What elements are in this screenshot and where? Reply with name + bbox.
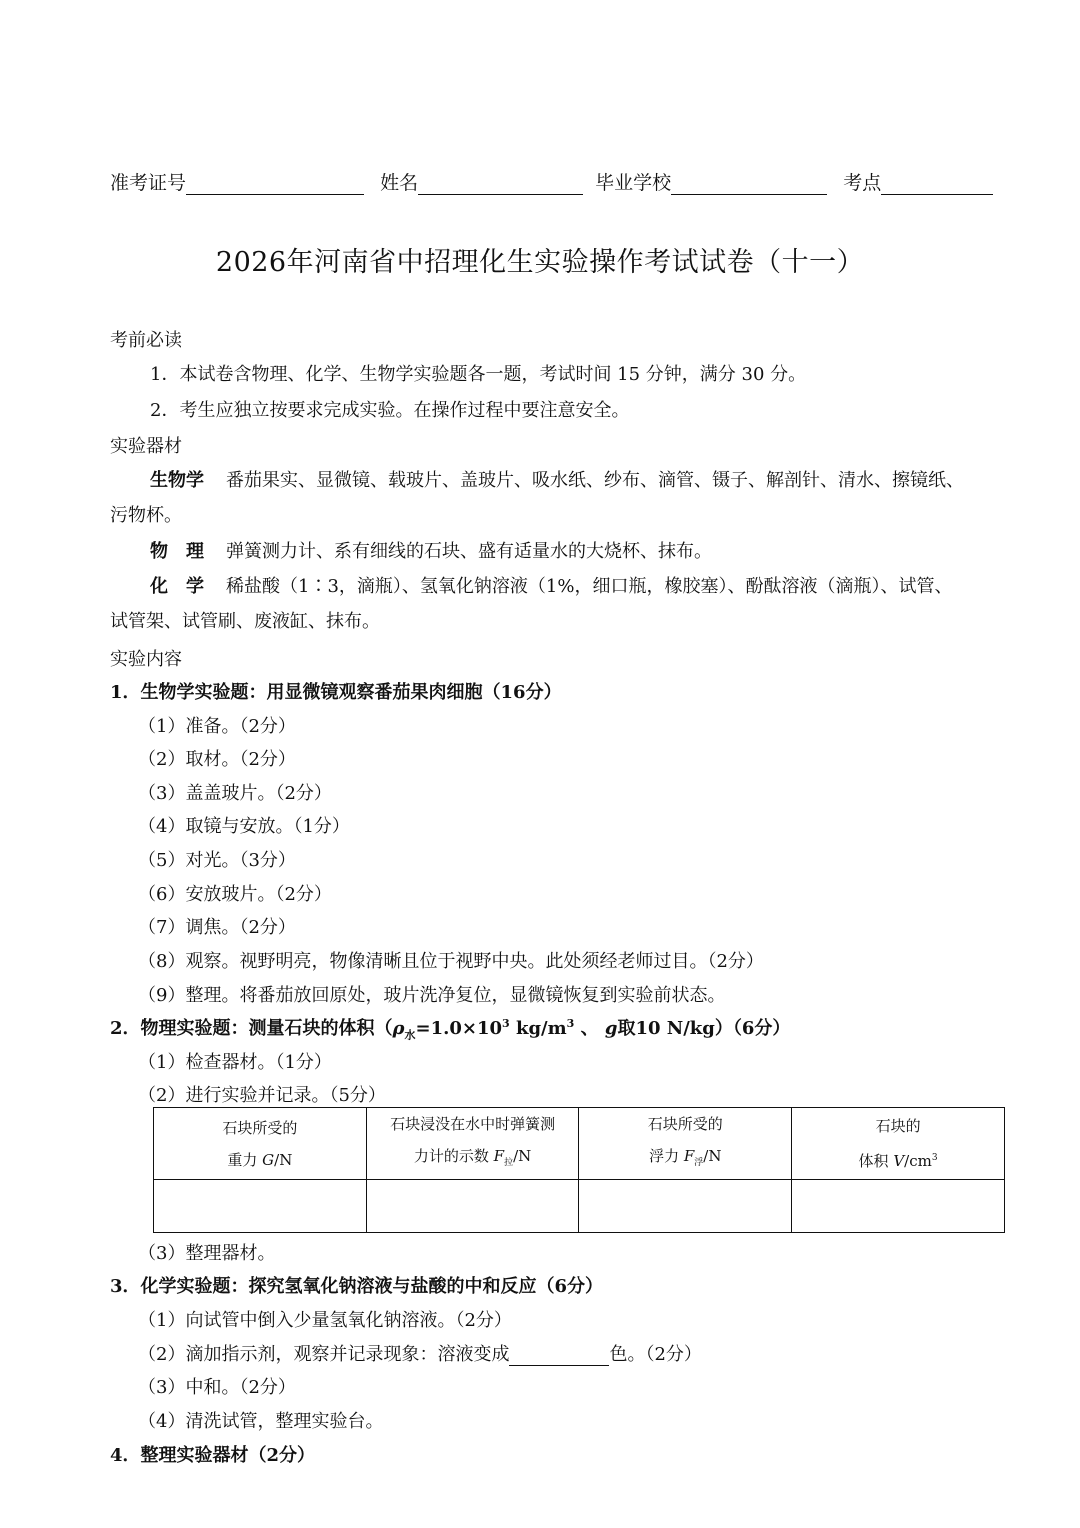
q2-step: （2）进行实验并记录。（5分） <box>138 1085 386 1106</box>
header-line: 石块所受的 <box>647 1115 723 1133</box>
rho-symbol: ρ <box>392 1018 405 1039</box>
q2-step: （3）整理器材。 <box>138 1243 276 1264</box>
page-title: 2026年河南省中招理化生实验操作考试试卷（十一） <box>215 247 865 278</box>
q2-step: （1）检查器材。（1分） <box>138 1052 332 1073</box>
header-text: 重力 <box>227 1150 263 1169</box>
header-var: F <box>493 1147 505 1165</box>
q1-step: （8）观察。视野明亮，物像清晰且位于视野中央。此处须经老师过目。（2分） <box>138 951 764 972</box>
header-text: 体积 <box>858 1152 894 1170</box>
content-heading: 实验内容 <box>110 649 182 670</box>
materials-biology <box>150 466 964 492</box>
header-unit: /cm <box>904 1152 932 1170</box>
q2-title-suffix: 取10 N/kg）（6分） <box>617 1018 791 1039</box>
q1-step: （4）取镜与安放。（1分） <box>138 816 350 837</box>
q1-step: （1）准备。（2分） <box>138 716 296 737</box>
header-line <box>154 1144 366 1176</box>
notice-item: 1．本试卷含物理、化学、生物学实验题各一题，考试时间 15 分钟，满分 30 分。 <box>150 364 807 385</box>
q1-step: （7）调焦。（2分） <box>138 917 296 938</box>
q4-title: 4．整理实验器材（2分） <box>110 1445 316 1466</box>
q1-step: （6）安放玻片。（2分） <box>138 884 332 905</box>
q3-step <box>138 1340 702 1366</box>
materials-chemistry <box>150 572 952 598</box>
candidate-info-line <box>110 168 993 195</box>
table-row <box>154 1180 1005 1233</box>
buoyancy-cell[interactable] <box>579 1180 792 1233</box>
chemistry-text: 稀盐酸（1∶3，滴瓶）、氢氧化钠溶液（1%，细口瓶，橡胶塞）、酚酞溶液（滴瓶）、试管、 <box>226 576 953 597</box>
school-label: 毕业学校 <box>595 172 672 194</box>
q1-title: 1．生物学实验题：用显微镜观察番茄果肉细胞（16分） <box>110 682 562 703</box>
table-header-cell <box>792 1108 1005 1180</box>
notice-heading: 考前必读 <box>110 330 182 351</box>
header-text: 力计的示数 <box>413 1147 494 1165</box>
q1-step: （2）取材。（2分） <box>138 749 296 770</box>
q1-step: （5）对光。（3分） <box>138 850 296 871</box>
header-line <box>579 1140 791 1179</box>
header-sub: 浮 <box>694 1158 704 1168</box>
q2-title-prefix: 2．物理实验题：测量石块的体积（ <box>110 1018 393 1039</box>
biology-text-cont: 污物杯。 <box>110 505 182 526</box>
q1-step: （9）整理。将番茄放回原处，玻片洗净复位，显微镜恢复到实验前状态。 <box>138 985 726 1006</box>
q2-title-exp: 3 <box>502 1017 510 1030</box>
g-symbol: g <box>604 1018 618 1039</box>
chemistry-label: 化 学 <box>150 576 204 597</box>
header-line: 石块所受的 <box>222 1118 298 1137</box>
q2-title-mid: 、 <box>574 1018 605 1039</box>
q3-step2-text: （2）滴加指示剂，观察并记录现象：溶液变成 <box>138 1344 510 1365</box>
header-line: 石块的 <box>875 1117 921 1135</box>
table-header-cell <box>579 1108 792 1180</box>
q3-step2-suffix: 色。（2分） <box>609 1344 702 1365</box>
record-table <box>153 1107 1005 1233</box>
q2-title <box>110 1014 790 1043</box>
q3-title: 3．化学实验题：探究氢氧化钠溶液与盐酸的中和反应（6分） <box>110 1276 604 1297</box>
q2-title-unit: kg/m <box>509 1018 567 1039</box>
q2-title-unit-exp: 3 <box>566 1017 575 1030</box>
name-label: 姓名 <box>380 172 419 194</box>
rho-subscript: 水 <box>404 1028 416 1042</box>
header-text: 浮力 <box>649 1147 684 1165</box>
header-sub: 拉 <box>504 1158 514 1168</box>
header-line <box>367 1140 579 1179</box>
physics-text: 弹簧测力计、系有细线的石块、盛有适量水的大烧杯、抹布。 <box>226 541 712 562</box>
q3-step: （4）清洗试管，整理实验台。 <box>138 1411 384 1432</box>
header-var: G <box>262 1150 275 1169</box>
header-exp: 3 <box>931 1153 938 1163</box>
q2-title-eq: =1.0×10 <box>415 1018 503 1039</box>
table-header-row <box>154 1108 1005 1180</box>
biology-label: 生物学 <box>150 470 204 491</box>
scale-reading-cell[interactable] <box>366 1180 579 1233</box>
school-field[interactable] <box>671 172 827 195</box>
exam-id-label: 准考证号 <box>110 172 187 194</box>
exam-id-field[interactable] <box>186 172 364 195</box>
header-var: V <box>893 1152 905 1170</box>
header-line: 石块浸没在水中时弹簧测 <box>390 1115 556 1133</box>
color-answer-field[interactable] <box>509 1343 609 1366</box>
site-field[interactable] <box>881 172 993 195</box>
gravity-cell[interactable] <box>154 1180 367 1233</box>
chemistry-text-cont: 试管架、试管刷、废液缸、抹布。 <box>110 611 380 632</box>
physics-label: 物 理 <box>150 541 204 562</box>
biology-text: 番茄果实、显微镜、载玻片、盖玻片、吸水纸、纱布、滴管、镊子、解剖针、清水、擦镜纸、 <box>226 470 964 491</box>
q1-step: （3）盖盖玻片。（2分） <box>138 783 332 804</box>
materials-heading: 实验器材 <box>110 436 182 457</box>
table-header-cell <box>154 1108 367 1180</box>
header-unit: /N <box>513 1147 532 1165</box>
q3-step: （3）中和。（2分） <box>138 1377 296 1398</box>
materials-physics <box>150 537 712 563</box>
header-var: F <box>683 1147 695 1165</box>
header-unit: /N <box>274 1150 293 1169</box>
header-line <box>792 1142 1004 1177</box>
volume-cell[interactable] <box>792 1180 1005 1233</box>
q3-step: （1）向试管中倒入少量氢氧化钠溶液。（2分） <box>138 1310 512 1331</box>
header-unit: /N <box>703 1147 722 1165</box>
name-field[interactable] <box>418 172 583 195</box>
site-label: 考点 <box>843 172 882 194</box>
notice-item: 2．考生应独立按要求完成实验。在操作过程中要注意安全。 <box>150 400 630 421</box>
table-header-cell <box>366 1108 579 1180</box>
